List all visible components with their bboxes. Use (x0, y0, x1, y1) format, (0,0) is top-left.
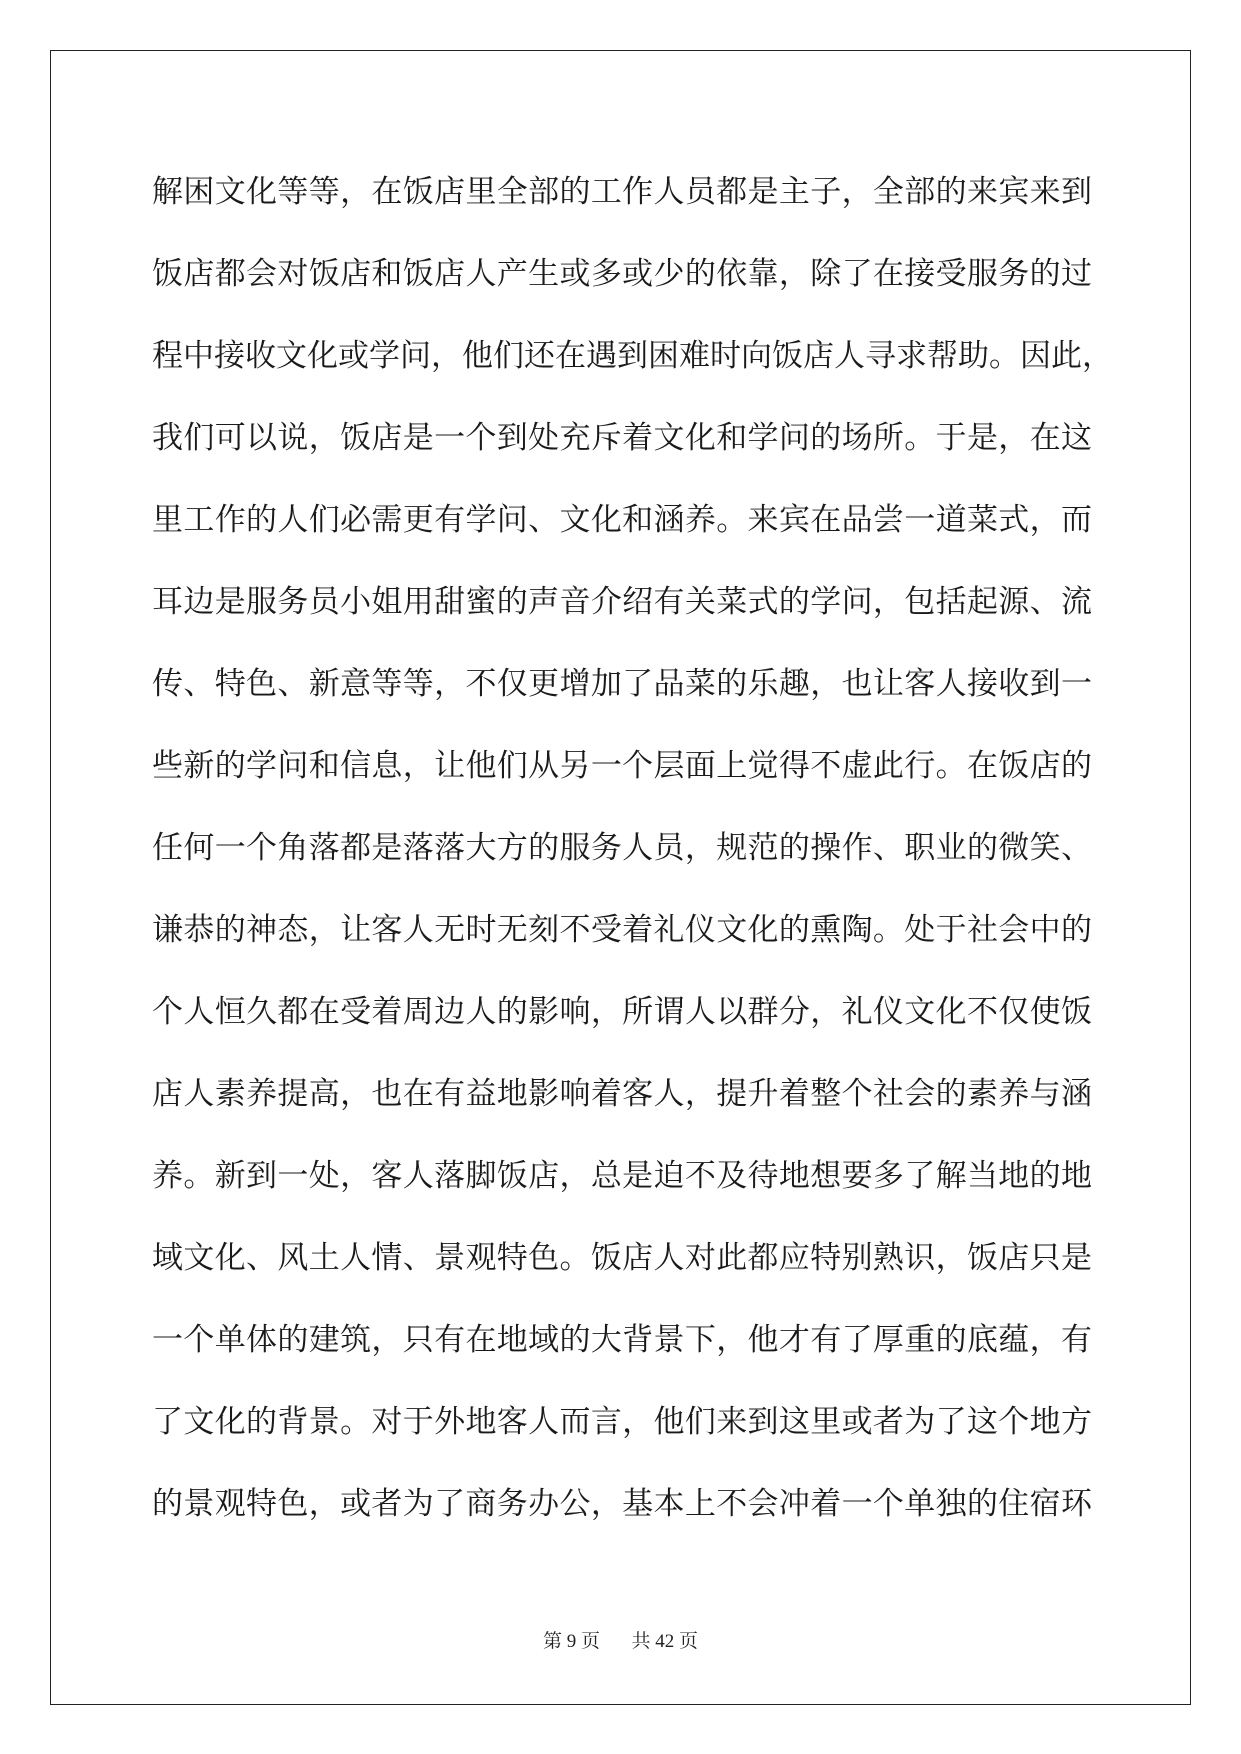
text-line: 店人素养提高，也在有益地影响着客人，提升着整个社会的素养与涵 (152, 1076, 1092, 1112)
text-line: 耳边是服务员小姐用甜蜜的声音介绍有关菜式的学问，包括起源、流 (152, 584, 1092, 620)
text-line: 解困文化等等，在饭店里全部的工作人员都是主子，全部的来宾来到 (152, 174, 1092, 210)
text-line: 域文化、风土人情、景观特色。饭店人对此都应特别熟识，饭店只是 (152, 1240, 1092, 1276)
page-footer (0, 1626, 1241, 1653)
text-line: 任何一个角落都是落落大方的服务人员，规范的操作、职业的微笑、 (152, 830, 1092, 866)
text-line: 程中接收文化或学问，他们还在遇到困难时向饭店人寻求帮助。因此， (152, 338, 1113, 374)
text-line: 我们可以说，饭店是一个到处充斥着文化和学问的场所。于是，在这 (152, 420, 1092, 456)
page-number: 第 9 页 (542, 1631, 600, 1652)
text-line: 传、特色、新意等等，不仅更增加了品菜的乐趣，也让客人接收到一 (152, 666, 1092, 702)
text-line: 些新的学问和信息，让他们从另一个层面上觉得不虚此行。在饭店的 (152, 748, 1092, 784)
text-line: 的景观特色，或者为了商务办公，基本上不会冲着一个单独的住宿环 (152, 1486, 1092, 1522)
page-total: 共 42 页 (631, 1631, 699, 1652)
text-line: 了文化的背景。对于外地客人而言，他们来到这里或者为了这个地方 (152, 1404, 1092, 1440)
text-line: 个人恒久都在受着周边人的影响，所谓人以群分，礼仪文化不仅使饭 (152, 994, 1092, 1030)
text-line: 里工作的人们必需更有学问、文化和涵养。来宾在品尝一道菜式，而 (152, 502, 1092, 538)
body-text (152, 166, 1113, 1560)
text-line: 养。新到一处，客人落脚饭店，总是迫不及待地想要多了解当地的地 (152, 1158, 1092, 1194)
text-line: 谦恭的神态，让客人无时无刻不受着礼仪文化的熏陶。处于社会中的 (152, 912, 1092, 948)
text-line: 饭店都会对饭店和饭店人产生或多或少的依靠，除了在接受服务的过 (152, 256, 1092, 292)
text-line: 一个单体的建筑，只有在地域的大背景下，他才有了厚重的底蕴，有 (152, 1322, 1092, 1358)
